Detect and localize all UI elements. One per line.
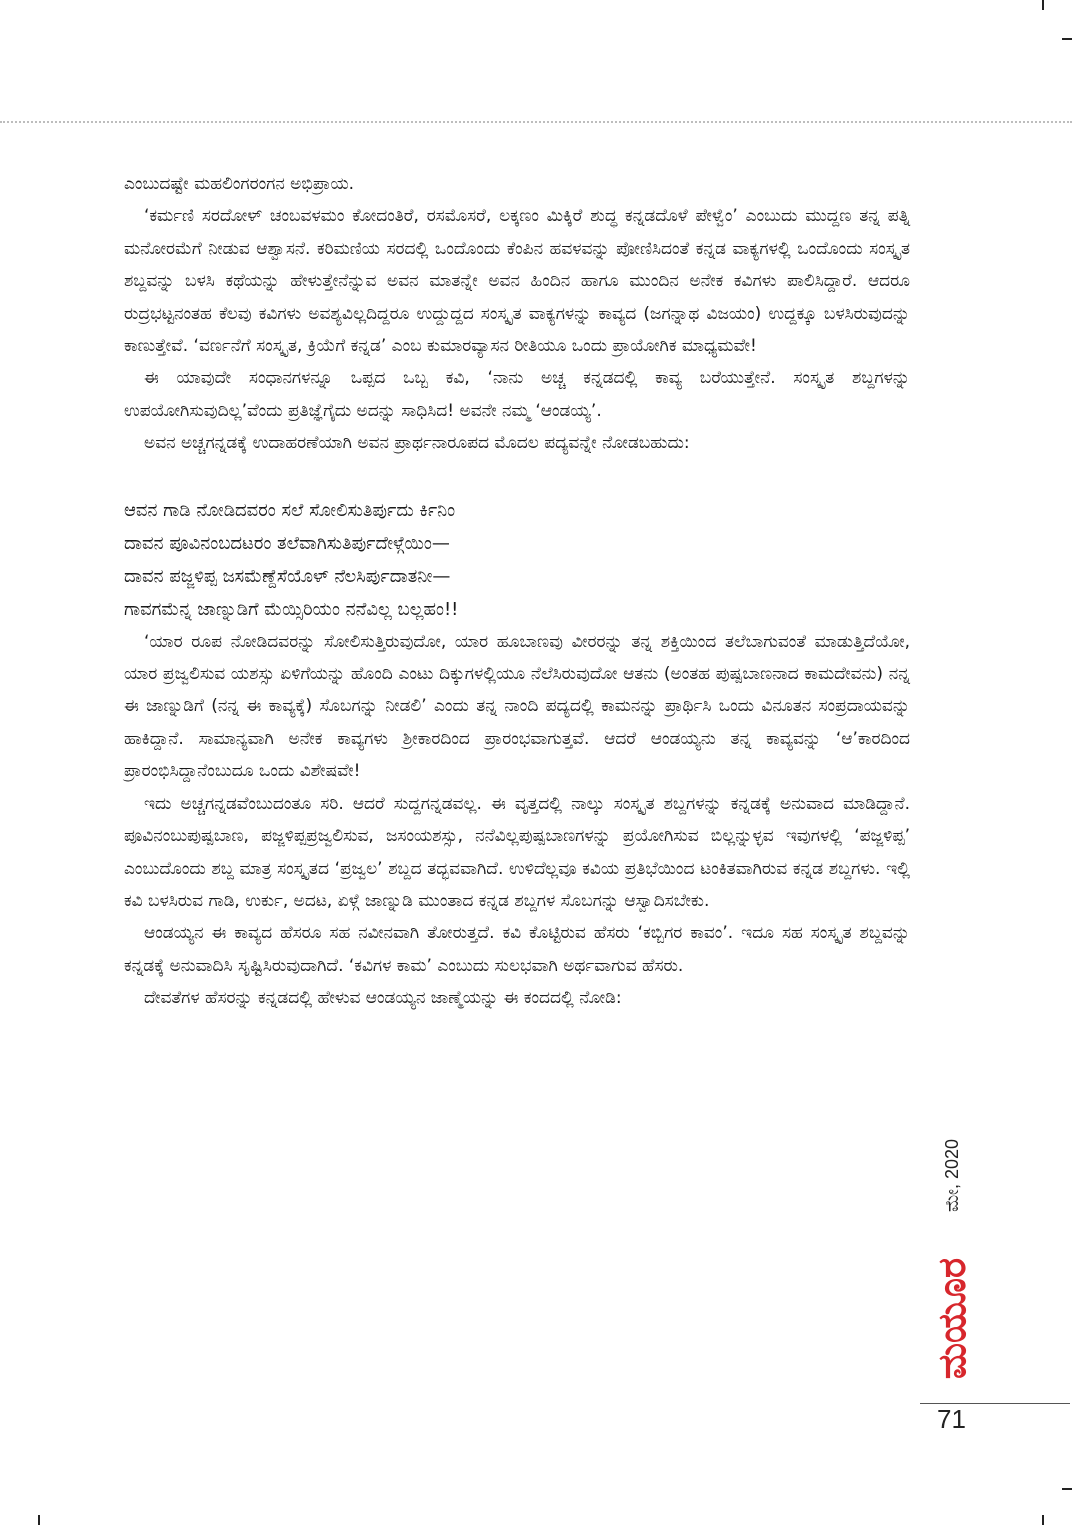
poem-line: ಗಾವಗಮೆನ್ನ ಜಾಣ್ನುಡಿಗೆ ಮೆಯ್ಸಿರಿಯಂ ನನೆವಿಲ್ಲ ಬಲ್ಲಹಂ!! bbox=[124, 598, 459, 620]
poem-line: ದಾವನ ಪಜ್ಜಳಿಪ್ಪ ಜಸಮೆಣ್ದೆಸೆಯೊಳ್ ನೆಲಸಿರ್ಪುದಾತನೀ— bbox=[124, 565, 451, 587]
crop-mark-right-upper bbox=[1062, 38, 1072, 40]
poem-line: ಆವನ ಗಾಡಿ ನೋಡಿದವರಂ ಸಲೆ ಸೋಲಿಸುತಿರ್ಪುದು ರ್ಕಿನಿಂ bbox=[124, 499, 456, 521]
issue-date bbox=[933, 1125, 973, 1225]
paragraph: ‘ಕರ್ಮಣಿ ಸರದೋಳ್ ಚಂಬವಳಮಂ ಕೋದಂತಿರೆ, ರಸಮೊಸರೆ, ಲಕ್ಕಣಂ ಮಿಕ್ಕಿರೆ ಶುದ್ಧ ಕನ್ನಡದೊಳೆ ಪೇಳ್ವೆಂ’ ಎಂಬುದು ಮುದ್ದಣ ತನ್ನ ಪತ್ನಿ ಮನೋರಮೆಗೆ ನೀಡುವ ಆಶ್ವಾಸನೆ. ಕರಿಮಣಿಯ ಸರದಲ್ಲಿ ಒಂದೊಂದು ಕೆಂಪಿನ ಹವಳವನ್ನು ಪೋಣಿಸಿದಂತೆ ಕನ್ನಡ ವಾಕ್ಯಗಳಲ್ಲಿ ಒಂದೊಂದು ಸಂಸ್ಕೃತ ಶಬ್ದವನ್ನು ಬಳಸಿ ಕಥೆಯನ್ನು ಹೇಳುತ್ತೇನೆನ್ನುವ ಅವನ ಮಾತನ್ನೇ ಅವನ ಹಿಂದಿನ ಹಾಗೂ ಮುಂದಿನ ಅನೇಕ ಕವಿಗಳು ಪಾಲಿಸಿದ್ದಾರೆ. ಆದರೂ ರುದ್ರಭಟ್ಟನಂತಹ ಕೆಲವು ಕವಿಗಳು ಅವಶ್ಯವಿಲ್ಲದಿದ್ದರೂ ಉದ್ದುದ್ದದ ಸಂಸ್ಕೃತ ವಾಕ್ಯಗಳನ್ನು ಕಾವ್ಯದ (ಜಗನ್ನಾಥ ವಿಜಯಂ) ಉದ್ದಕ್ಕೂ ಬಳಸಿರುವುದನ್ನು ಕಾಣುತ್ತೇವೆ. ‘ವರ್ಣನೆಗೆ ಸಂಸ್ಕೃತ, ಕ್ರಿಯೆಗೆ ಕನ್ನಡ’ ಎಂಬ ಕುಮಾರವ್ಯಾಸನ ರೀತಿಯೂ ಒಂದು ಪ್ರಾಯೋಗಿಕ ಮಾಧ್ಯಮವೇ! bbox=[124, 206, 910, 357]
magazine-name: ಮಯೂರ bbox=[930, 1257, 975, 1379]
header-dotted-rule bbox=[0, 121, 1072, 123]
page-number: 71 bbox=[937, 1404, 966, 1434]
paragraph-intro: ಎಂಬುದಷ್ಟೇ ಮಹಲಿಂಗರಂಗನ ಅಭಿಪ್ರಾಯ. bbox=[124, 174, 355, 194]
spacer bbox=[124, 460, 910, 494]
paragraph: ಇದು ಅಚ್ಚಗನ್ನಡವೆಂಬುದಂತೂ ಸರಿ. ಆದರೆ ಸುದ್ದಗನ್ನಡವಲ್ಲ. ಈ ವೃತ್ತದಲ್ಲಿ ನಾಲ್ಕು ಸಂಸ್ಕೃತ ಶಬ್ದಗಳನ್ನು ಕನ್ನಡಕ್ಕೆ ಅನುವಾದ ಮಾಡಿದ್ದಾನೆ. ಪೂವಿನಂಬುಪುಷ್ಪಬಾಣ, ಪಜ್ಜಳಿಪ್ಪಪ್ರಜ್ವಲಿಸುವ, ಜಸಂಯಶಸ್ಸು, ನನೆವಿಲ್ಲಪುಷ್ಪಬಾಣಗಳನ್ನು ಪ್ರಯೋಗಿಸುವ ಬಿಲ್ಲನ್ನುಳ್ಳವ ಇವುಗಳಲ್ಲಿ ‘ಪಜ್ಜಳಿಪ್ಪ’ ಎಂಬುದೊಂದು ಶಬ್ದ ಮಾತ್ರ ಸಂಸ್ಕೃತದ ‘ಪ್ರಜ್ವಲ’ ಶಬ್ದದ ತದ್ಭವವಾಗಿದೆ. ಉಳಿದೆಲ್ಲವೂ ಕವಿಯ ಪ್ರತಿಭೆಯಿಂದ ಟಂಕಿತವಾಗಿರುವ ಕನ್ನಡ ಶಬ್ದಗಳು. ಇಲ್ಲಿ ಕವಿ ಬಳಸಿರುವ ಗಾಡಿ, ಉರ್ಕು, ಅದಟ, ಏಳ್ಗೆ ಜಾಣ್ನುಡಿ ಮುಂತಾದ ಕನ್ನಡ ಶಬ್ದಗಳ ಸೊಬಗನ್ನು ಆಸ್ವಾದಿಸಬೇಕು. bbox=[124, 793, 910, 911]
poem-line: ದಾವನ ಪೂವಿನಂಬದಟರಂ ತಲೆವಾಗಿಸುತಿರ್ಪುದೇಳ್ಗೆಯಿಂ— bbox=[124, 532, 450, 554]
poem-block bbox=[124, 494, 910, 626]
crop-mark-top-right bbox=[1042, 0, 1044, 10]
paragraph: ಆಂಡಯ್ಯನ ಈ ಕಾವ್ಯದ ಹೆಸರೂ ಸಹ ನವೀನವಾಗಿ ತೋರುತ್ತದೆ. ಕವಿ ಕೊಟ್ಟಿರುವ ಹೆಸರು ‘ಕಬ್ಬಿಗರ ಕಾವಂ’. ಇದೂ ಸಹ ಸಂಸ್ಕೃತ ಶಬ್ದವನ್ನು ಕನ್ನಡಕ್ಕೆ ಅನುವಾದಿಸಿ ಸೃಷ್ಟಿಸಿರುವುದಾಗಿದೆ. ‘ಕವಿಗಳ ಕಾಮ’ ಎಂಬುದು ಸುಲಭವಾಗಿ ಅರ್ಥವಾಗುವ ಹೆಸರು. bbox=[124, 923, 910, 976]
issue-date-label: ಮೇ, 2020 bbox=[942, 1138, 963, 1212]
magazine-logo bbox=[928, 1238, 978, 1398]
crop-mark-right-lower bbox=[1062, 1488, 1072, 1490]
paragraph: ಈ ಯಾವುದೇ ಸಂಧಾನಗಳನ್ನೂ ಒಪ್ಪದ ಒಬ್ಬ ಕವಿ, ‘ನಾನು ಅಚ್ಚ ಕನ್ನಡದಲ್ಲಿ ಕಾವ್ಯ ಬರೆಯುತ್ತೇನೆ. ಸಂಸ್ಕೃತ ಶಬ್ದಗಳನ್ನು ಉಪಯೋಗಿಸುವುದಿಲ್ಲ’ವೆಂದು ಪ್ರತಿಜ್ಞೆಗೈದು ಅದನ್ನು ಸಾಧಿಸಿದ! ಅವನೇ ನಮ್ಮ ‘ಆಂಡಯ್ಯ’. bbox=[124, 368, 910, 421]
paragraph: ‘ಯಾರ ರೂಪ ನೋಡಿದವರನ್ನು ಸೋಲಿಸುತ್ತಿರುವುದೋ, ಯಾರ ಹೂಬಾಣವು ವೀರರನ್ನು ತನ್ನ ಶಕ್ತಿಯಿಂದ ತಲೆಬಾಗುವಂತೆ ಮಾಡುತ್ತಿದೆಯೋ, ಯಾರ ಪ್ರಜ್ವಲಿಸುವ ಯಶಸ್ಸು ಏಳಿಗೆಯನ್ನು ಹೊಂದಿ ಎಂಟು ದಿಕ್ಕುಗಳಲ್ಲಿಯೂ ನೆಲೆಸಿರುವುದೋ ಆತನು (ಅಂತಹ ಪುಷ್ಪಬಾಣನಾದ ಕಾಮದೇವನು) ನನ್ನ ಈ ಜಾಣ್ನುಡಿಗೆ (ನನ್ನ ಈ ಕಾವ್ಯಕ್ಕೆ) ಸೊಬಗನ್ನು ನೀಡಲಿ’ ಎಂದು ತನ್ನ ನಾಂದಿ ಪದ್ಯದಲ್ಲಿ ಕಾಮನನ್ನು ಪ್ರಾರ್ಥಿಸಿ ಒಂದು ವಿನೂತನ ಸಂಪ್ರದಾಯವನ್ನು ಹಾಕಿದ್ದಾನೆ. ಸಾಮಾನ್ಯವಾಗಿ ಅನೇಕ ಕಾವ್ಯಗಳು ಶ್ರೀಕಾರದಿಂದ ಪ್ರಾರಂಭವಾಗುತ್ತವೆ. ಆದರೆ ಆಂಡಯ್ಯನು ತನ್ನ ಕಾವ್ಯವನ್ನು ‘ಆ’ಕಾರದಿಂದ ಪ್ರಾರಂಭಿಸಿದ್ದಾನೆಂಬುದೂ ಒಂದು ವಿಶೇಷವೇ! bbox=[124, 631, 910, 782]
paragraph: ಅವನ ಅಚ್ಚಗನ್ನಡಕ್ಕೆ ಉದಾಹರಣೆಯಾಗಿ ಅವನ ಪ್ರಾರ್ಥನಾರೂಪದ ಮೊದಲ ಪದ್ಯವನ್ನೇ ನೋಡಬಹುದು: bbox=[144, 433, 690, 454]
crop-mark-bottom-left bbox=[38, 1515, 40, 1525]
crop-mark-bottom-right bbox=[1042, 1515, 1044, 1525]
paragraph: ದೇವತೆಗಳ ಹೆಸರನ್ನು ಕನ್ನಡದಲ್ಲಿ ಹೇಳುವ ಆಂಡಯ್ಯನ ಜಾಣ್ಮೆಯನ್ನು ಈ ಕಂದದಲ್ಲಿ ನೋಡಿ: bbox=[144, 988, 622, 1009]
article-body bbox=[124, 168, 910, 1015]
